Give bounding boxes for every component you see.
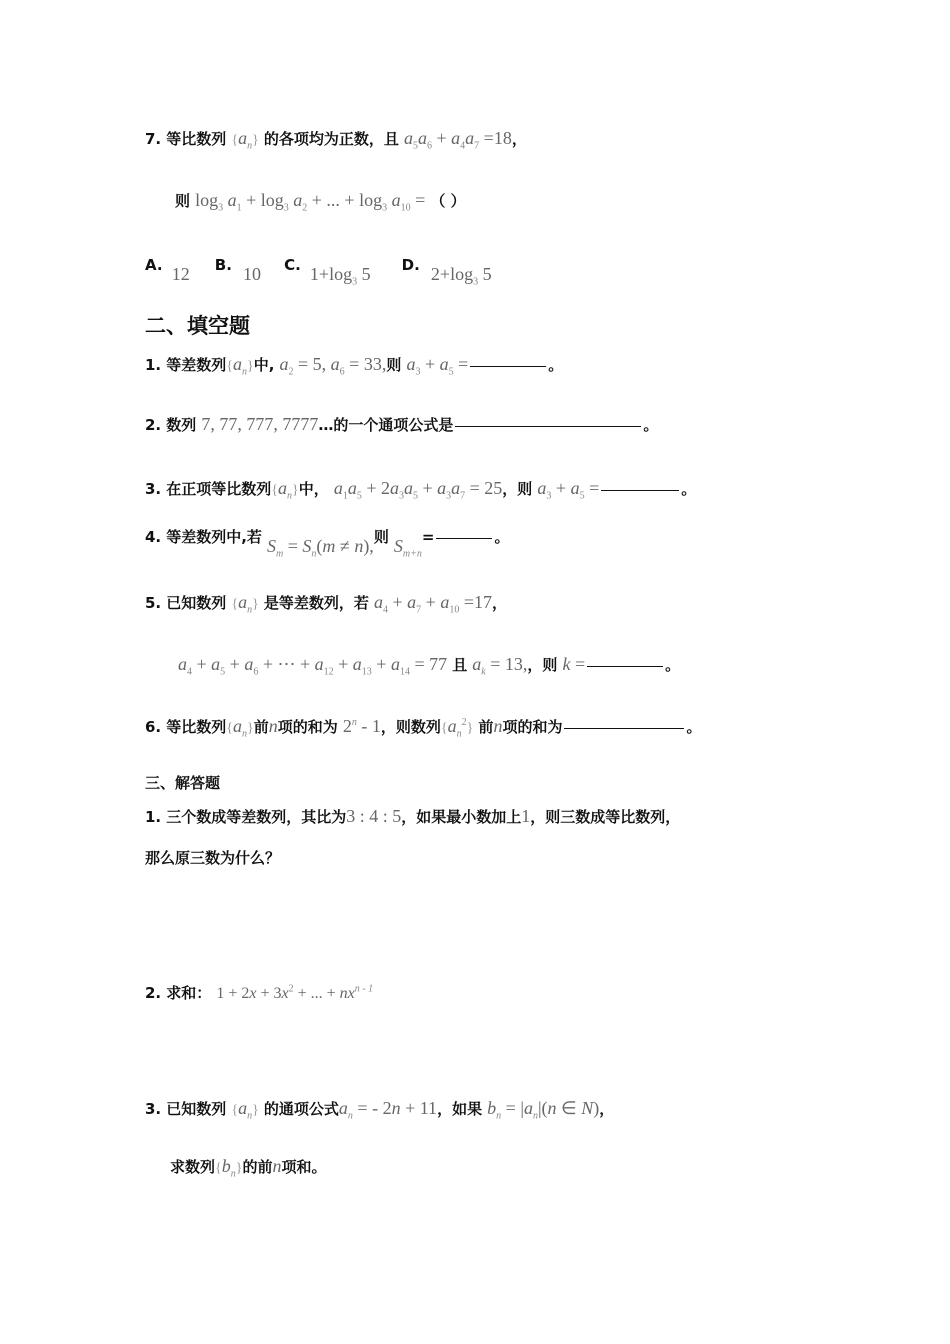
answer-blank [470, 365, 546, 367]
sequence-an: $\{a_n\}$ [231, 592, 259, 616]
item-text: 项和。 [281, 1158, 327, 1176]
item-text: …的一个通项公式是 [318, 416, 454, 434]
item-text: 求数列 [170, 1158, 216, 1176]
item-number: 1. [145, 356, 162, 374]
item-number: 3. [145, 1100, 162, 1118]
formula: k = [562, 654, 586, 674]
item-text: 且 [452, 656, 468, 674]
fill-item-1: 1. 等差数列$\{a_n\}$中, $a_2 = 5$, $a_6 = 33$,则 $a_3 + a_5$ = 。 [145, 354, 564, 378]
item-text: 项的和为 [277, 718, 338, 736]
answer-paren: （ ） [430, 192, 466, 210]
choice-value: 10 [243, 264, 262, 284]
item-text: ，则 [502, 480, 533, 498]
item-number: 6. [145, 718, 162, 736]
formula: $a_2 = 5$, $a_6 = 33$, [279, 354, 387, 378]
ratio: 3 : 4 : 5 [346, 806, 402, 826]
item-number: 4. [145, 528, 162, 546]
choice-letter: B. [214, 256, 232, 274]
answer-blank [436, 537, 492, 539]
item-text: ，则数列 [380, 718, 441, 736]
item-text: ，如果 [437, 1100, 483, 1118]
item-text: 则 [386, 356, 402, 374]
item-text: 前 [478, 718, 494, 736]
problem-7-line2 [175, 190, 466, 214]
item-text: ，则 [527, 656, 558, 674]
sequence-terms: 7, 77, 777, 7777 [201, 414, 319, 434]
item-number: 2. [145, 984, 162, 1002]
sequence-bn: $\{b_n\}$ [215, 1156, 243, 1180]
answer-blank [455, 425, 641, 427]
answer-blank [564, 727, 684, 729]
section-title: 二、填空题 [145, 314, 250, 338]
problem-text: 则 [175, 192, 191, 210]
formula: 2$^n$ - 1 [342, 716, 381, 736]
item-text: 前 [253, 718, 269, 736]
item-number: 2. [145, 416, 162, 434]
formula: $a_4 + a_7 + a_{10} =17$ [374, 592, 492, 616]
problem-number: 7. [145, 130, 162, 148]
sequence-an: $\{a_n\}$ [226, 354, 254, 378]
item-text: ，如果最小数加上 [401, 808, 522, 826]
formula: $b_n = |a_n|(n$ ∈ N) [487, 1098, 600, 1122]
fill-item-5-line1: 5. 已知数列 $\{a_n\}$ 是等差数列，若 $a_4 + a_7 + a_{10} =17$， [145, 592, 507, 616]
fill-item-5-line2: $a_4 + a_5 + a_6$ + ⋯ + $a_{12} + a_{13} + a_{14} = 77$ 且 $a_k = 13$,，则 k = 。 [178, 654, 681, 678]
formula: $a_1a_5 + 2a_3a_5 + a_3a_7 = 25$ [333, 478, 503, 502]
answer-blank [587, 665, 663, 667]
problem-7-line1: 7. 等比数列 $\{a_n\}$ 的各项均为正数，且 $a_5a_6 + a_4a_7 =18$， [145, 128, 527, 152]
choice-letter: A. [145, 256, 163, 274]
item-text: 中, [253, 356, 275, 374]
formula: $S_{m+n}$ [393, 536, 422, 560]
item-text: 等差数列中,若 [166, 528, 262, 546]
choice-letter: D. [401, 256, 420, 274]
formula: $a_n$ = - 2n + 11 [338, 1098, 438, 1122]
fill-item-3: 3. 在正项等比数列$\{a_n\}$中， $a_1a_5 + 2a_3a_5 + a_3a_7 = 25$，则 $a_3 + a_5$ = 。 [145, 478, 697, 502]
variable-n: n [272, 1156, 282, 1176]
item-text: ，则三数成等比数列， [530, 808, 681, 826]
item-text: 已知数列 [166, 594, 227, 612]
item-text: 数列 [166, 416, 197, 434]
fill-item-2: 2. 数列 7, 77, 777, 7777…的一个通项公式是 。 [145, 414, 659, 434]
formula: $a_4 + a_5 + a_6$ + ⋯ + $a_{12} + a_{13} + a_{14} = 77$ [178, 654, 448, 678]
formula: $\log_3 a_1 + \log_3 a_2$ + ... + $\log_3 a_{10}$ = [195, 190, 426, 214]
solve-item-2 [145, 982, 373, 1003]
solve-item-3-line1: 3. 已知数列 $\{a_n\}$ 的通项公式$a_n$ = - 2n + 11，如果 $b_n = |a_n|(n$ ∈ N)， [145, 1098, 615, 1122]
formula: $a_3 + a_5$ = [537, 478, 600, 502]
formula: $a_k = 13$, [472, 654, 528, 678]
item-text: 等差数列 [166, 356, 227, 374]
choice-letter: C. [284, 256, 301, 274]
sequence-an: $\{a_n\}$ [226, 716, 254, 740]
sequence-an: $\{a_n\}$ [231, 128, 259, 152]
problem-text: 的各项均为正数，且 [263, 130, 399, 148]
item-text: 在正项等比数列 [166, 480, 272, 498]
variable-n: n [268, 716, 278, 736]
item-text: 已知数列 [166, 1100, 227, 1118]
variable-n: n [493, 716, 503, 736]
section-title: 三、解答题 [145, 774, 221, 792]
problem-7-choices [145, 254, 492, 288]
item-number: 5. [145, 594, 162, 612]
item-text: 项的和为 [502, 718, 563, 736]
problem-text: 等比数列 [166, 130, 227, 148]
item-text: 三个数成等差数列，其比为 [166, 808, 347, 826]
sequence-an: $\{a_n\}$ [271, 478, 299, 502]
fill-item-6: 6. 等比数列$\{a_n\}$前n项的和为 2$^n$ - 1，则数列$\{a_n^2\}$ 前n项的和为 。 [145, 716, 702, 740]
item-number: 1. [145, 808, 162, 826]
solve-item-1-line1 [145, 806, 680, 827]
formula: $1 + 2x + 3x^2$ + ... + $nx^{n - 1}$ [216, 983, 374, 1002]
number: 1 [521, 806, 531, 826]
sequence-an-squared: $\{a_n^2\}$ [440, 716, 474, 740]
choice-value: $2+\log_3$ 5 [430, 264, 492, 288]
item-text: 是等差数列，若 [263, 594, 369, 612]
item-text: 等比数列 [166, 718, 227, 736]
item-text: 的前 [242, 1158, 273, 1176]
item-text: 求和： [166, 984, 212, 1002]
solve-item-3-line2 [170, 1156, 327, 1180]
solve-item-1-line2: 那么原三数为什么？ [145, 849, 281, 867]
answer-blank [601, 489, 679, 491]
choice-value: 12 [171, 264, 190, 284]
item-text: 的通项公式 [263, 1100, 339, 1118]
item-number: 3. [145, 480, 162, 498]
formula: $a_3 + a_5$ = [406, 354, 469, 378]
formula: $a_5a_6 + a_4a_7 =18$ [404, 128, 512, 152]
item-text: 中， [298, 480, 329, 498]
formula: $S_m = S_n(m \ne n)$, [267, 536, 374, 560]
sequence-an: $\{a_n\}$ [231, 1098, 259, 1122]
choice-value: $1+\log_3$ 5 [309, 264, 371, 288]
fill-item-4: 4. 等差数列中,若 $S_m = S_n(m \ne n)$,则 $S_{m+n}=$ 。 [145, 528, 510, 560]
item-text: 则 [373, 528, 389, 546]
